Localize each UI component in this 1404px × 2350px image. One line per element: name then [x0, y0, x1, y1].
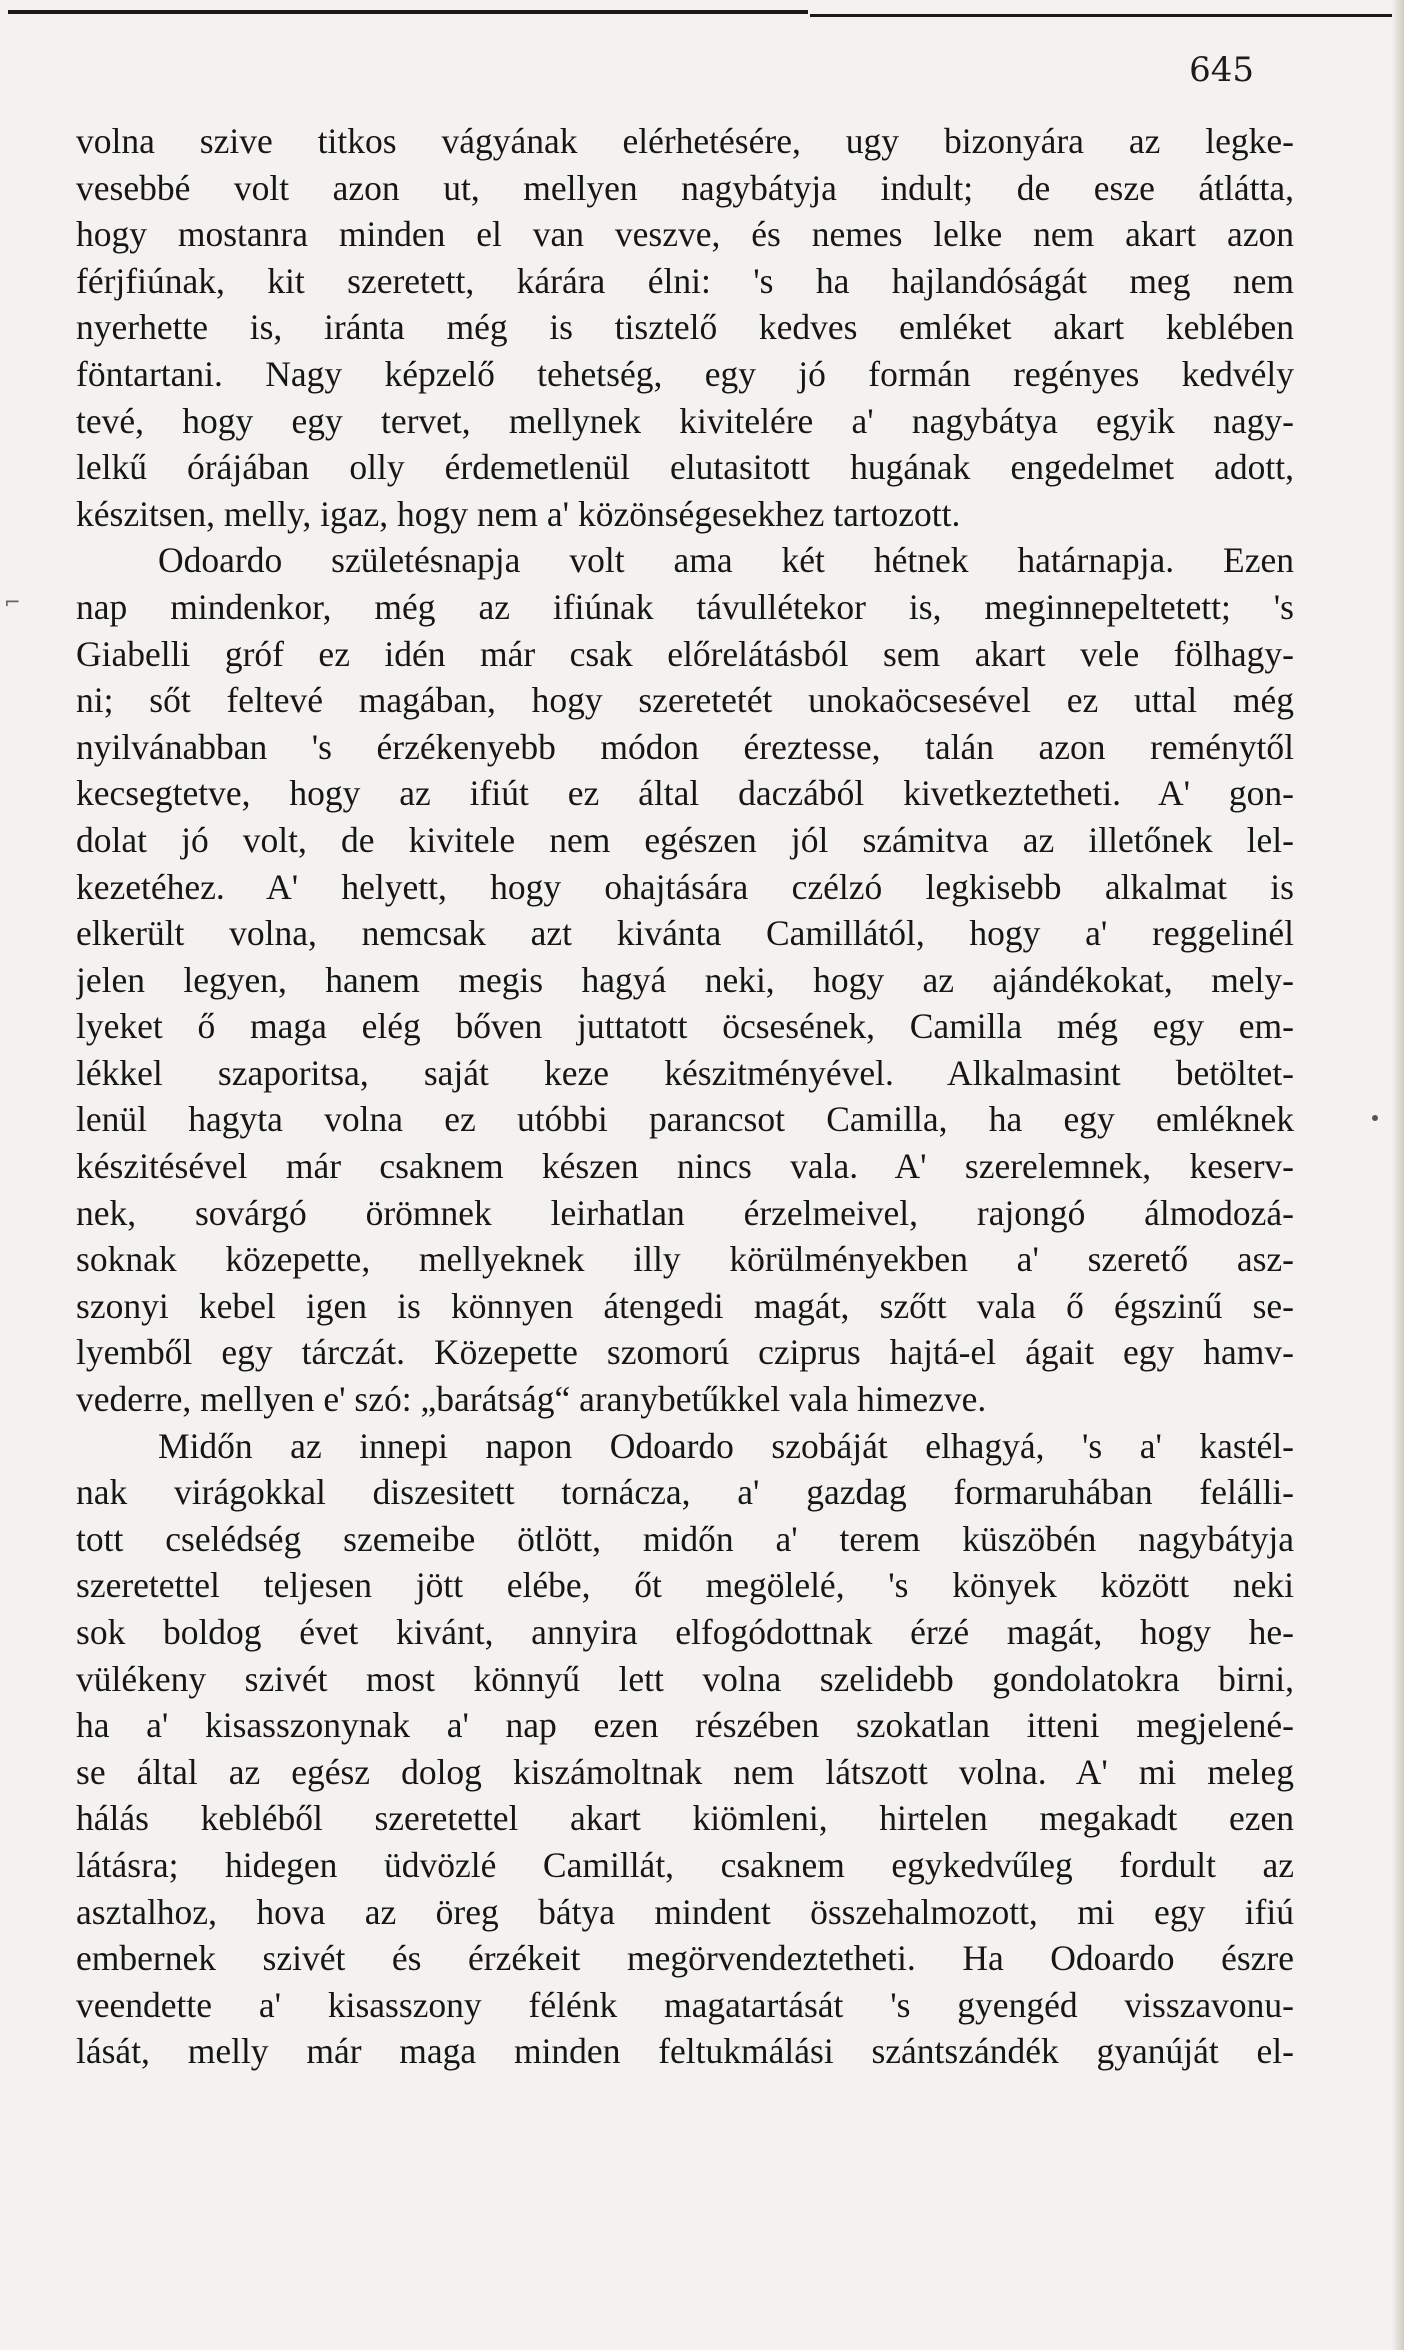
text-line: szeretettel teljesen jött elébe, őt megölelé, 's könyek között neki: [76, 1565, 1294, 1606]
text-line: látásra; hidegen üdvözlé Camillát, csaknem egykedvűleg fordult az: [76, 1844, 1294, 1885]
text-line: kezetéhez. A' helyett, hogy ohajtására czélzó legkisebb alkalmat is: [76, 866, 1294, 907]
text-line: nek, sovárgó örömnek leirhatlan érzelmeivel, rajongó álmodozá-: [76, 1192, 1294, 1233]
page-edge-shadow: [1392, 0, 1404, 2350]
text-line: nyilvánabban 's érzékenyebb módon éreztesse, talán azon reménytől: [76, 726, 1294, 767]
text-line: nak virágokkal diszesitett tornácza, a' gazdag formaruhában felálli-: [76, 1472, 1294, 1513]
text-line: vederre, mellyen e' szó: „barátság“ aranybetűkkel vala himezve.: [76, 1379, 987, 1420]
text-line: ha a' kisasszonynak a' nap ezen részében szokatlan itteni megjelené-: [76, 1705, 1294, 1746]
text-line: készitsen, melly, igaz, hogy nem a' közönségesekhez tartozott.: [76, 493, 961, 534]
text-line: készitésével már csaknem készen nincs vala. A' szerelemnek, keserv-: [76, 1146, 1294, 1187]
text-line: föntartani. Nagy képzelő tehetség, egy jó formán regényes kedvély: [76, 353, 1294, 394]
margin-mark: ⌐: [4, 590, 21, 614]
text-line: vesebbé volt azon ut, mellyen nagybátyja indult; de esze átlátta,: [76, 167, 1294, 208]
text-line: asztalhoz, hova az öreg bátya mindent összehalmozott, mi egy ifiú: [76, 1891, 1294, 1932]
text-line: Giabelli gróf ez idén már csak előrelátásból sem akart vele fölhagy-: [76, 633, 1294, 674]
ink-speck: [1372, 1115, 1378, 1121]
text-line: Odoardo születésnapja volt ama két hétnek határnapja. Ezen: [158, 540, 1294, 581]
text-line: lelkű órájában olly érdemetlenül elutasitott hugának engedelmet adott,: [76, 447, 1294, 488]
text-line: soknak közepette, mellyeknek illy körülményekben a' szerető asz-: [76, 1239, 1294, 1280]
text-line: tevé, hogy egy tervet, mellynek kivitelére a' nagybátya egyik nagy-: [76, 400, 1294, 441]
text-line: nyerhette is, iránta még is tisztelő kedves emléket akart keblében: [76, 307, 1294, 348]
text-line: elkerült volna, nemcsak azt kivánta Camillától, hogy a' reggelinél: [76, 913, 1294, 954]
text-line: nap mindenkor, még az ifiúnak távullétekor is, meginnepeltetett; 's: [76, 586, 1294, 627]
text-line: veendette a' kisasszony félénk magatartását 's gyengéd visszavonu-: [76, 1984, 1294, 2025]
text-line: se által az egész dolog kiszámoltnak nem látszott volna. A' mi meleg: [76, 1751, 1294, 1792]
text-line: hogy mostanra minden el van veszve, és nemes lelke nem akart azon: [76, 214, 1294, 255]
text-line: lékkel szaporitsa, saját keze készitményével. Alkalmasint betöltet-: [76, 1052, 1294, 1093]
text-line: kecsegtetve, hogy az ifiút ez által daczából kivetkeztetheti. A' gon-: [76, 773, 1294, 814]
text-line: hálás kebléből szeretettel akart kiömleni, hirtelen megakadt ezen: [76, 1798, 1294, 1839]
text-line: volna szive titkos vágyának elérhetésére, ugy bizonyára az legke-: [76, 121, 1294, 161]
page-number: 645: [1189, 50, 1254, 90]
text-line: embernek szivét és érzékeit megörvendeztetheti. Ha Odoardo észre: [76, 1938, 1294, 1979]
text-line: lenül hagyta volna ez utóbbi parancsot Camilla, ha egy emléknek: [76, 1099, 1294, 1140]
text-line: Midőn az innepi napon Odoardo szobáját elhagyá, 's a' kastél-: [158, 1425, 1294, 1466]
text-line: vülékeny szivét most könnyű lett volna szelidebb gondolatokra birni,: [76, 1658, 1294, 1699]
text-line: tott cselédség szemeibe ötlött, midőn a' terem küszöbén nagybátyja: [76, 1518, 1294, 1559]
text-line: lyeket ő maga elég bőven juttatott öcsesének, Camilla még egy em-: [76, 1006, 1294, 1047]
body-text: [76, 118, 1294, 2075]
text-line: szonyi kebel igen is könnyen átengedi magát, szőtt vala ő égszinű se-: [76, 1285, 1294, 1326]
text-line: dolat jó volt, de kivitele nem egészen jól számitva az illetőnek lel-: [76, 819, 1294, 860]
text-line: jelen legyen, hanem megis hagyá neki, hogy az ajándékokat, mely-: [76, 959, 1294, 1000]
top-rule: [810, 14, 1396, 17]
text-line: ni; sőt feltevé magában, hogy szeretetét unokaöcsesével ez uttal még: [76, 680, 1294, 721]
text-line: férjfiúnak, kit szeretett, kárára élni: 's ha hajlandóságát meg nem: [76, 260, 1294, 301]
text-line: lyemből egy tárczát. Közepette szomorú cziprus hajtá-el ágait egy hamv-: [76, 1332, 1294, 1373]
text-line: sok boldog évet kivánt, annyira elfogódottnak érzé magát, hogy he-: [76, 1612, 1294, 1652]
top-rule: [8, 10, 808, 14]
text-line: lását, melly már maga minden feltukmálási szántszándék gyanúját el-: [76, 2031, 1294, 2072]
